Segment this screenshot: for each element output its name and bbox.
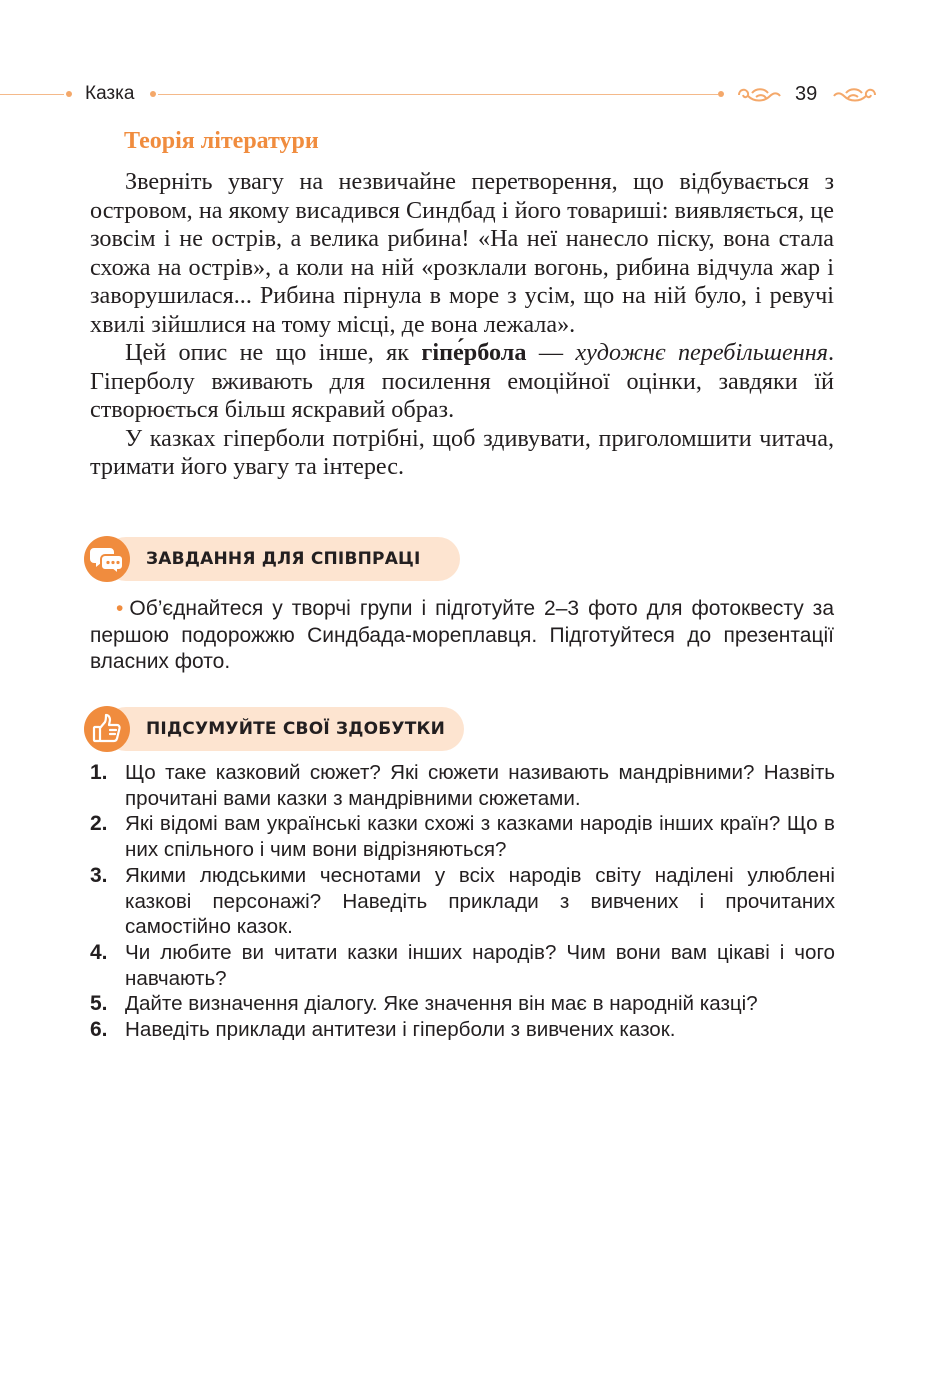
bullet-icon: •	[116, 597, 124, 620]
term-definition: художнє перебільшення	[575, 339, 828, 366]
question-item	[90, 991, 835, 1017]
cooperation-title: ЗАВДАННЯ ДЛЯ СПІВПРАЦІ	[146, 549, 421, 569]
ornament-left-icon	[736, 84, 782, 106]
term-hyperbole: гіпе́рбола	[421, 339, 527, 366]
page-number: 39	[795, 83, 818, 105]
p2-end: . Гіперболу вживають для посилення емоційної оцінки, завдяки їй створюється більш яскравий образ.	[90, 339, 835, 423]
header-dot-mid	[150, 91, 156, 97]
question-number: 1.	[90, 761, 108, 784]
header-rule-main	[158, 94, 718, 95]
theory-paragraph-1: Зверніть увагу на незвичайне перетворення, що відбувається з островом, на якому висадився Синдбад і його товариші: виявляється, це зовсім і не острів, а велика рибина! «На неї нанесло піску, вона стала схожа на острів», а коли на ній «розклали вогонь, рибина відчула жар і заворушилася... Рибина пірнула в море з усім, що на ній було, і ревучі хвилі зійшлися на тому місці, де вона лежала».	[90, 168, 834, 338]
question-item	[90, 760, 835, 811]
question-item	[90, 811, 835, 862]
p2-start: Цей опис не що інше, як	[125, 339, 422, 366]
question-text: Наведіть приклади антитези і гіперболи з вивчених казок.	[125, 1018, 676, 1042]
question-number: 3.	[90, 863, 108, 887]
question-text: Якими людськими чеснотами у всіх народів світу наділені улюблені казкові персонажі? Наведіть приклади з вивчених і прочитаних самостійно казок.	[125, 863, 835, 939]
question-text: Що таке казковий сюжет? Які сюжети називають мандрівними? Назвіть прочитані вами казки з мандрівними сюжетами.	[125, 761, 835, 810]
theory-title: Теорія літератури	[124, 128, 319, 154]
page-header	[0, 80, 952, 110]
cooperation-banner	[84, 536, 464, 582]
questions-list	[90, 760, 835, 1043]
header-rule-left	[0, 94, 64, 95]
section-name: Казка	[85, 83, 135, 104]
theory-paragraph-2	[90, 339, 834, 425]
question-number: 6.	[90, 1018, 108, 1042]
header-dot-right	[718, 91, 724, 97]
theory-paragraph-3: У казках гіперболи потрібні, щоб здивувати, приголомшити читача, тримати його увагу та інтерес.	[90, 424, 834, 480]
question-number: 2.	[90, 812, 108, 836]
question-item	[90, 863, 835, 940]
ornament-right-icon	[832, 84, 878, 106]
question-item	[90, 940, 835, 991]
question-number: 5.	[90, 992, 108, 1016]
speech-bubbles-icon	[84, 536, 130, 582]
cooperation-task: Об’єднайтеся у творчі групи і підготуйте 2–3 фото для фотоквесту за першою подорожжю Синдбада-мореплавця. Підготуйтеся до презентації власних фото.	[90, 597, 834, 673]
theory-body	[90, 168, 834, 482]
question-text: Дайте визначення діалогу. Яке значення він має в народній казці?	[125, 992, 758, 1016]
header-dot-left	[66, 91, 72, 97]
summary-banner	[84, 706, 468, 752]
summary-title: ПІДСУМУЙТЕ СВОЇ ЗДОБУТКИ	[146, 719, 446, 739]
p2-dash: —	[526, 339, 576, 366]
question-text: Чи любите ви читати казки інших народів? Чим вони вам цікаві і чого навчають?	[125, 940, 835, 990]
thumbs-up-icon	[84, 706, 130, 752]
question-item	[90, 1017, 835, 1043]
question-number: 4.	[90, 940, 108, 964]
cooperation-text	[90, 596, 834, 676]
question-text: Які відомі вам українські казки схожі з казками народів інших країн? Що в них спільного і чим вони відрізняються?	[125, 812, 835, 862]
